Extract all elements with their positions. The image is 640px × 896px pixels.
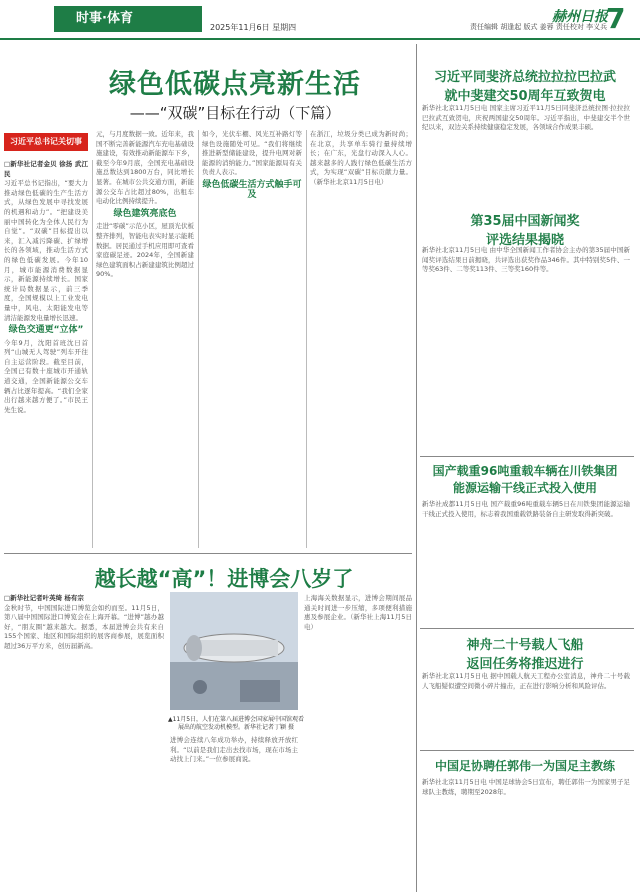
column-divider bbox=[306, 130, 307, 548]
article-paragraph: 上海海关数据显示，进博会期间展品通关时间进一步压缩，多项便利措施惠及参展企业。（新华社上海11月5日电） bbox=[304, 594, 412, 631]
article-column-2 bbox=[96, 130, 194, 550]
column-divider bbox=[198, 130, 199, 548]
news-title-1-line-1: 习近平同斐济总统拉拉拉巴拉武 bbox=[433, 70, 616, 85]
news-divider bbox=[420, 628, 634, 629]
article-column-1 bbox=[4, 160, 88, 550]
engine-model-illustration bbox=[170, 592, 298, 710]
news-title-4-line-2: 返回任务将推迟进行 bbox=[466, 657, 584, 672]
photo-caption: ▲11月5日，人们在第八届进博会国家展中国馆观看展出的航空发动机模型。新华社记者丁颖 摄 bbox=[167, 716, 305, 731]
news-text-2 bbox=[422, 246, 630, 446]
article-byline: □新华社记者叶英绮 杨有宗 bbox=[4, 594, 84, 602]
expo-photo bbox=[170, 592, 298, 710]
section-heading: 绿色交通更“立体” bbox=[8, 325, 84, 336]
article-paragraph: 金秋时节，中国国际进口博览会如约而至。11月5日，第八届中国国际进口博览会在上海开幕。“进博”越办越好，“朋友圈”越来越大。据悉，本届进博会共有来自155个国家、地区和国际组织的展客商参展，展览面积超过36万平方米，创历届新高。 bbox=[4, 603, 164, 650]
topic-badge: 习近平总书记关切事 bbox=[4, 133, 88, 151]
article-paragraph: 如今，光伏车棚、风光互补路灯等绿色设施随处可见。“我们将继续推进新型储能建设，提升电网对新能源的消纳能力。”国家能源局有关负责人表示。 bbox=[202, 130, 302, 177]
second-article-column-2 bbox=[170, 736, 298, 890]
article-paragraph: 元，与月度数据一致。近年来，我国不断完善新能源汽车充电基础设施建设，有效推动新能源车下乡，截至今年9月底，全国充电基础设施总数达到1800万台，同比增长显著。在城市公共交通方面，新能源公交车占比超过80%，出租车电动化比例持续提升。 bbox=[96, 130, 194, 206]
news-title-2-line-2: 评选结果揭晓 bbox=[485, 233, 564, 248]
news-paragraph: 新华社北京11月5日电 中国足球协会5日宣布，聘任郭伟一为国家男子足球队主教练，聘期至2028年。 bbox=[422, 778, 630, 796]
page-header bbox=[0, 0, 640, 40]
news-title-4-line-1: 神舟二十号载人飞船 bbox=[466, 638, 584, 653]
issue-date: 2025年11月6日 星期四 bbox=[210, 23, 297, 32]
news-title-5: 中国足协聘任郭伟一为国足主教练 bbox=[434, 759, 615, 773]
news-title-4 bbox=[420, 634, 630, 672]
news-title-3-line-2: 能源运输干线正式投入使用 bbox=[452, 481, 597, 495]
news-divider bbox=[420, 456, 634, 457]
main-article-subtitle: ——“双碳”目标在行动（下篇） bbox=[129, 104, 341, 122]
news-title-2-line-1: 第35届中国新闻奖 bbox=[470, 214, 580, 229]
news-text-4 bbox=[422, 672, 630, 744]
second-article-column-3 bbox=[304, 594, 412, 890]
news-divider bbox=[420, 750, 634, 751]
news-text-3 bbox=[422, 500, 630, 630]
editor-credits: 责任编辑 胡逢起 版式 姜蓉 责任校对 李义兵 bbox=[470, 23, 608, 31]
column-divider bbox=[92, 160, 93, 548]
main-article-title: 绿色低碳点亮新生活 bbox=[109, 69, 361, 100]
news-title-1 bbox=[420, 66, 630, 104]
news-title-3 bbox=[420, 462, 630, 496]
article-paragraph: 走进“零碳”示范小区，屋顶光伏板整齐排列，智能电表实时显示能耗数据。居民通过手机应用即可查看家庭碳足迹。2024年，全国新建绿色建筑面积占新建建筑比例超过90%。 bbox=[96, 222, 194, 279]
news-paragraph: 新华社成都11月5日电 国产载重96吨重载车辆5日在川铁集团能源运输干线正式投入使用，标志着我国重载铁路装备自主研发取得新突破。 bbox=[422, 500, 630, 518]
article-paragraph: 今年9月，沈阳首班沈日首列“山城无人驾驶”列车开往自主运营阶段。截至目前，全国已有数十座城市开通轨道交通，全国新能源公交车辆占比逐年提高。“我们全家出行越来越方便了。”市民王先生说。 bbox=[4, 338, 88, 414]
article-byline: □新华社记者金贝 徐扬 武江民 bbox=[4, 160, 88, 178]
news-text-1 bbox=[422, 104, 630, 204]
second-article-column-1 bbox=[4, 594, 164, 890]
article-column-4 bbox=[310, 130, 412, 550]
newspaper-logo: 赫州日报 bbox=[552, 9, 608, 25]
news-title-3-line-1: 国产载重96吨重载车辆在川铁集团 bbox=[432, 464, 618, 478]
news-text-5 bbox=[422, 778, 630, 890]
news-paragraph: 新华社北京11月5日电 据中国载人航天工程办公室消息，神舟二十号载人飞船疑似遭空间微小碎片撞击，正在进行影响分析和风险评估。 bbox=[422, 672, 630, 690]
article-paragraph: 进博会连续八年成功举办，持续释放开放红利。“以前是我们走出去找市场，现在市场主动找上门来。”一位参展商说。 bbox=[170, 736, 298, 764]
section-heading: 绿色低碳生活方式触手可及 bbox=[202, 179, 302, 200]
section-divider bbox=[4, 553, 412, 554]
section-label: 时事·体育 bbox=[54, 6, 202, 32]
news-paragraph: 新华社北京11月5日电 国家主席习近平11月5日同斐济总统拉图·拉拉拉巴拉武互致贺电，庆祝两国建交50周年。习近平指出，中斐建交半个世纪以来，双边关系持续健康稳定发展，各领域合作成果丰硕。 bbox=[422, 104, 630, 132]
article-paragraph: 习近平总书记指出，“要大力推动绿色低碳的生产生活方式，从绿色发展中寻找发展的机遇和动力”。“把建设美丽中国转化为全体人民行为自觉”。“双碳”目标提出以来，汇入减污降碳、扩绿增长的各领域，推动生活方式的绿色低碳发展。今年10月，城市能源消费数据显示，新能源持续增长。国家统计局数据显示，前三季度，全国规模以上工业发电量中，风电、太阳能发电等清洁能源发电量增长迅速。 bbox=[4, 179, 88, 322]
second-article-title: 越长越“高”！进博会八岁了 bbox=[94, 567, 354, 591]
page-number: 7 bbox=[606, 2, 626, 35]
news-paragraph: 新华社北京11月5日电 由中华全国新闻工作者协会主办的第35届中国新闻奖评选结果日前揭晓，共评选出获奖作品346件。其中特别奖5件、一等奖63件、二等奖113件、三等奖160件等。 bbox=[422, 246, 630, 274]
news-title-2 bbox=[420, 210, 630, 248]
section-heading: 绿色建筑亮底色 bbox=[113, 208, 177, 219]
right-column-divider bbox=[416, 44, 417, 892]
article-paragraph: 在浙江，垃圾分类已成为新时尚；在北京，共享单车骑行量持续增长；在广东，光盘行动深入人心。越来越多的人践行绿色低碳生活方式，为实现“双碳”目标贡献力量。（新华社北京11月5日电） bbox=[310, 130, 412, 186]
article-column-3 bbox=[202, 130, 302, 550]
news-title-1-line-2: 就中斐建交50周年互致贺电 bbox=[444, 89, 606, 104]
